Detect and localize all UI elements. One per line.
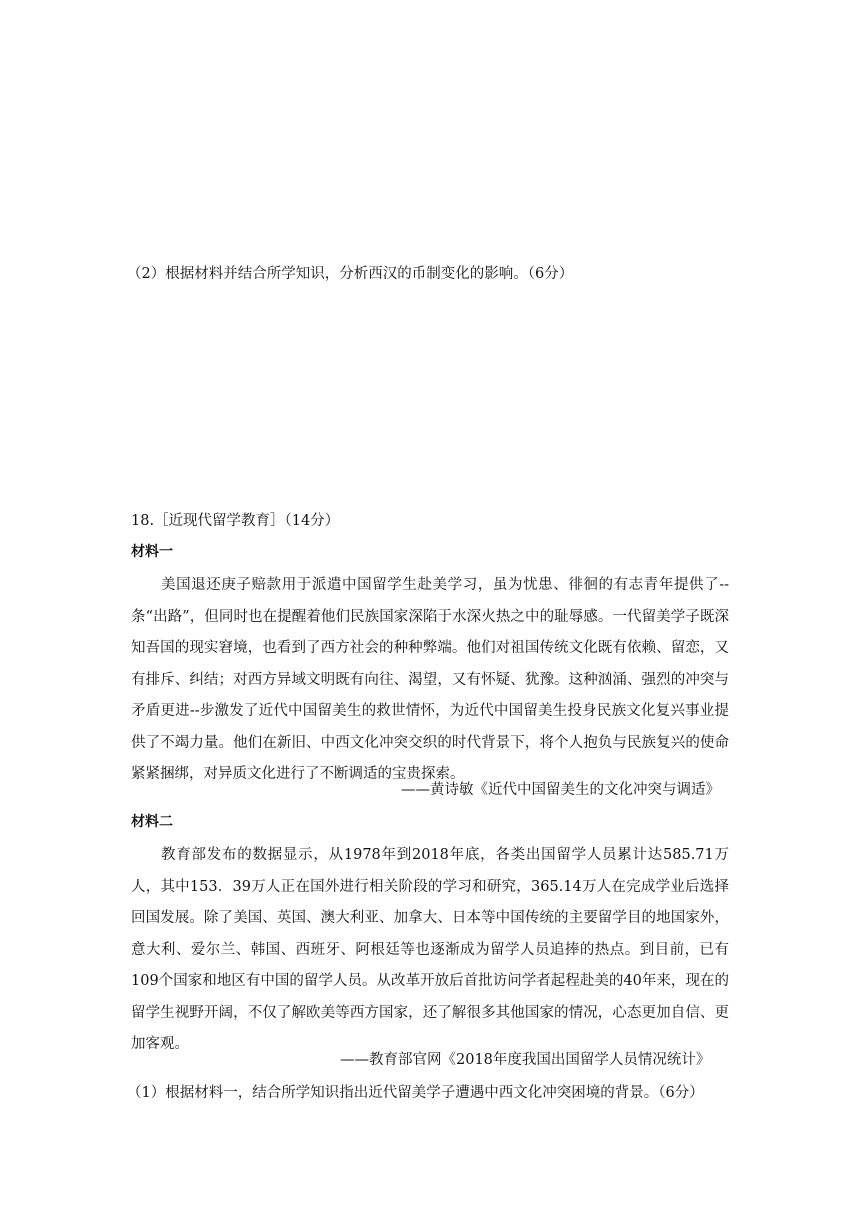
- material1-text: 美国退还庚子赔款用于派遣中国留学生赴美学习，虽为忧患、徘徊的有志青年提供了--条“出路”，但同时也在提醒着他们民族国家深陷于水深火热之中的耻辱感。一代留美学子既深知吾国的现实窘境，也看到了西方社会的种种弊端。他们对祖国传统文化既有依赖、留恋，又有排斥、纠结；对西方异域文明既有向往、渴望，又有怀疑、犹豫。这种汹涌、强烈的冲突与矛盾更进--步激发了近代中国留美生的救世情怀，为近代中国留美生投身民族文化复兴事业提供了不竭力量。他们在新旧、中西文化冲突交织的时代背景下，将个人抱负与民族复兴的使命紧紧捆绑，对异质文化进行了不断调适的宝贵探索。: [131, 577, 729, 782]
- material2-text: 教育部发布的数据显示，从1978年到2018年底，各类出国留学人员累计达585.71万人，其中153．39万人正在国外进行相关阶段的学习和研究，365.14万人在完成学业后选择回国发展。除了美国、英国、澳大利亚、加拿大、日本等中国传统的主要留学目的地国家外，意大利、爱尔兰、韩国、西班牙、阿根廷等也逐渐成为留学人员追捧的热点。到目前，已有109个国家和地区有中国的留学人员。从改革开放后首批访问学者起程赴美的40年来，现在的留学生视野开阔，不仅了解欧美等西方国家，还了解很多其他国家的情况，心态更加自信、更加客观。: [131, 847, 729, 1052]
- material1-label: 材料一: [131, 544, 173, 560]
- material2-source: ——教育部官网《2018年度我国出国留学人员情况统计》: [340, 1052, 711, 1068]
- question-18-sub1: （1）根据材料一，结合所学知识指出近代留美学子遭遇中西文化冲突困境的背景。（6分）: [127, 1085, 704, 1101]
- material1-source: ——黄诗敏《近代中国留美生的文化冲突与调适》: [401, 782, 720, 798]
- material2-label: 材料二: [131, 814, 173, 830]
- question-prev-sub2: （2）根据材料并结合所学知识，分析西汉的币制变化的影响。（6分）: [127, 266, 574, 282]
- question-18-heading: 18.［近现代留学教育］（14分）: [131, 513, 340, 529]
